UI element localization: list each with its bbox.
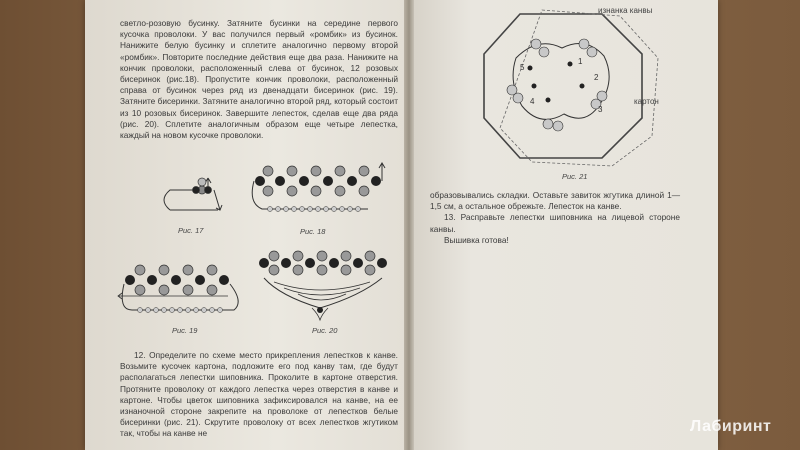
fig21-number-1: 1	[578, 57, 583, 66]
fig21-number-4: 4	[530, 97, 535, 106]
right-text-block	[430, 190, 680, 246]
figure-20	[260, 248, 390, 328]
left-paragraph-2: 12. Определите по схеме место прикрепления лепестков к канве. Возьмите кусочек картона, подложите его под канву там, где будут располагаться лепестки шиповника. Проколите в картоне отверстия. Протяните проволоку от каждого лепестка через отверстия в канве и картоне. Чтобы цветок шиповника зафиксировался на канве, на ее изнаночной стороне закрепите на проволоке от лепестков белые бисеринки (рис. 21). Скрутите проволоку от всех лепестков жгутиком так, чтобы на канве не	[120, 350, 398, 439]
book-gutter	[404, 0, 414, 450]
left-bottom-text-block	[120, 350, 398, 440]
fig21-number-5: 5	[520, 63, 525, 72]
left-paragraph-1: светло-розовую бусинку. Затяните бусинки на середине первого кусочка проволоки. У вас получился первый «ромбик» из бусинок. Нанижите белую бусинку и сплетите аналогично первому второй «ромбик». Повторите последние действия еще два раза. Нанижите на кончик проволоки, расположенный слева от бусинок, 12 розовых бисеринок (рис.18). Пропустите кончик проволоки, расположенный справа от бусинок через ряд из двенадцати бисеринок (рис. 19). Затяните бисеринки. Затяните аналогично второй ряд, который состоит из 10 розовых бисеринок. Завершите лепесток, сделав еще два ряда (рис. 20). Сплетите аналогичным образом еще четыре лепестка, каждый на новом кусочке проволоки.	[120, 18, 398, 141]
figure-21	[482, 8, 682, 168]
labirint-watermark: Лабиринт	[690, 418, 772, 435]
right-paragraph-1: образовывались складки. Оставьте завиток жгутика длиной 1—1,5 см, а остальное обрежьте. Лепесток на канве.	[430, 190, 680, 212]
figure-17	[158, 178, 228, 218]
right-paragraph-2: 13. Расправьте лепестки шиповника на лицевой стороне канвы.	[430, 212, 680, 234]
figure-18	[248, 163, 388, 223]
figure-19	[118, 262, 248, 322]
left-text-block	[120, 18, 398, 141]
fig21-label-canvas-back: изнанка канвы	[598, 6, 653, 15]
caption-fig-20: Рис. 20	[312, 326, 338, 335]
caption-fig-18: Рис. 18	[300, 227, 326, 236]
fig21-label-cardboard: картон	[634, 97, 659, 106]
caption-fig-19: Рис. 19	[172, 326, 198, 335]
fig21-number-2: 2	[594, 73, 599, 82]
caption-fig-17: Рис. 17	[178, 226, 204, 235]
right-paragraph-3: Вышивка готова!	[444, 234, 509, 245]
fig21-number-3: 3	[598, 105, 603, 114]
caption-fig-21: Рис. 21	[562, 172, 588, 181]
